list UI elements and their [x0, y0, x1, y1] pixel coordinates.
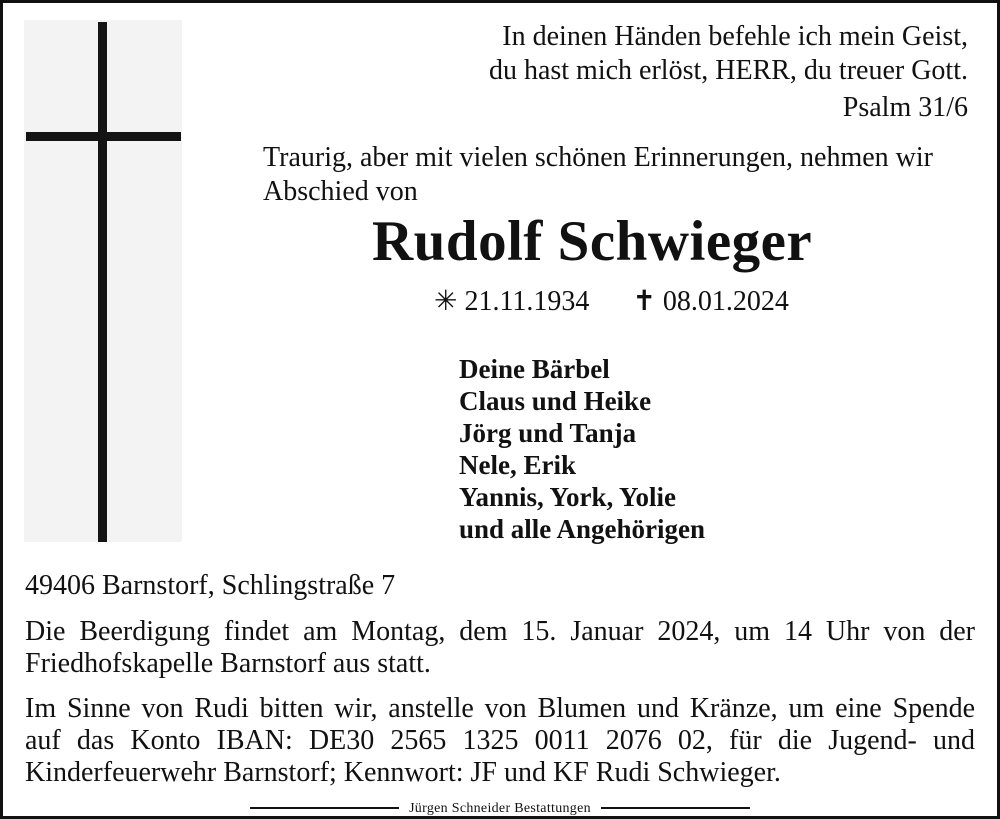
intro-text: [263, 141, 975, 209]
intro-line-1: Traurig, aber mit vielen schönen Erinnerungen, nehmen wir: [263, 142, 934, 173]
verse-line-2: du hast mich erlöst, HERR, du treuer Gott.: [488, 55, 968, 86]
deceased-name: Rudolf Schwieger: [372, 210, 813, 273]
cross-horizontal-beam: [26, 132, 181, 141]
mourner-line: und alle Angehörigen: [459, 514, 706, 544]
bible-verse: [489, 20, 968, 125]
life-dates: [434, 285, 789, 319]
donation-notice: [25, 693, 975, 789]
funeral-line-2: Friedhofskapelle Barnstorf aus statt.: [25, 648, 431, 679]
mourner-line: Jörg und Tanja: [459, 418, 637, 448]
funeral-line-1: Die Beerdigung findet am Montag, dem 15. Januar 2024, um 14 Uhr von der: [25, 616, 975, 647]
donation-line-3: Kinderfeuerwehr Barnstorf; Kennwort: JF und KF Rudi Schwieger.: [25, 757, 781, 788]
birth-date: 21.11.1934: [464, 286, 590, 317]
donation-line-2: auf das Konto IBAN: DE30 2565 1325 0011 2076 02, für die Jugend- und: [25, 725, 975, 756]
intro-line-2: Abschied von: [263, 176, 418, 207]
mourner-line: Nele, Erik: [459, 450, 576, 480]
cross-icon: [24, 20, 182, 542]
verse-reference: Psalm 31/6: [842, 92, 968, 123]
death-date: 08.01.2024: [662, 286, 789, 317]
mourner-line: Claus und Heike: [459, 386, 652, 416]
footer: [0, 799, 1000, 818]
funeral-notice: [25, 616, 975, 680]
donation-line-1: Im Sinne von Rudi bitten wir, anstelle von Blumen und Kränze, um eine Spende: [25, 693, 975, 724]
mourner-line: Deine Bärbel: [459, 354, 610, 384]
verse-line-1: In deinen Händen befehle ich mein Geist,: [502, 21, 968, 52]
cross-vertical-beam: [98, 22, 107, 542]
birth-star-icon: ✳: [434, 286, 458, 317]
mourners-list: [459, 353, 705, 545]
death-cross-icon: ✝: [632, 286, 656, 317]
mourner-line: Yannis, York, Yolie: [459, 482, 677, 512]
family-address: 49406 Barnstorf, Schlingstraße 7: [25, 570, 396, 601]
undertaker-credit: Jürgen Schneider Bestattungen: [399, 801, 601, 816]
